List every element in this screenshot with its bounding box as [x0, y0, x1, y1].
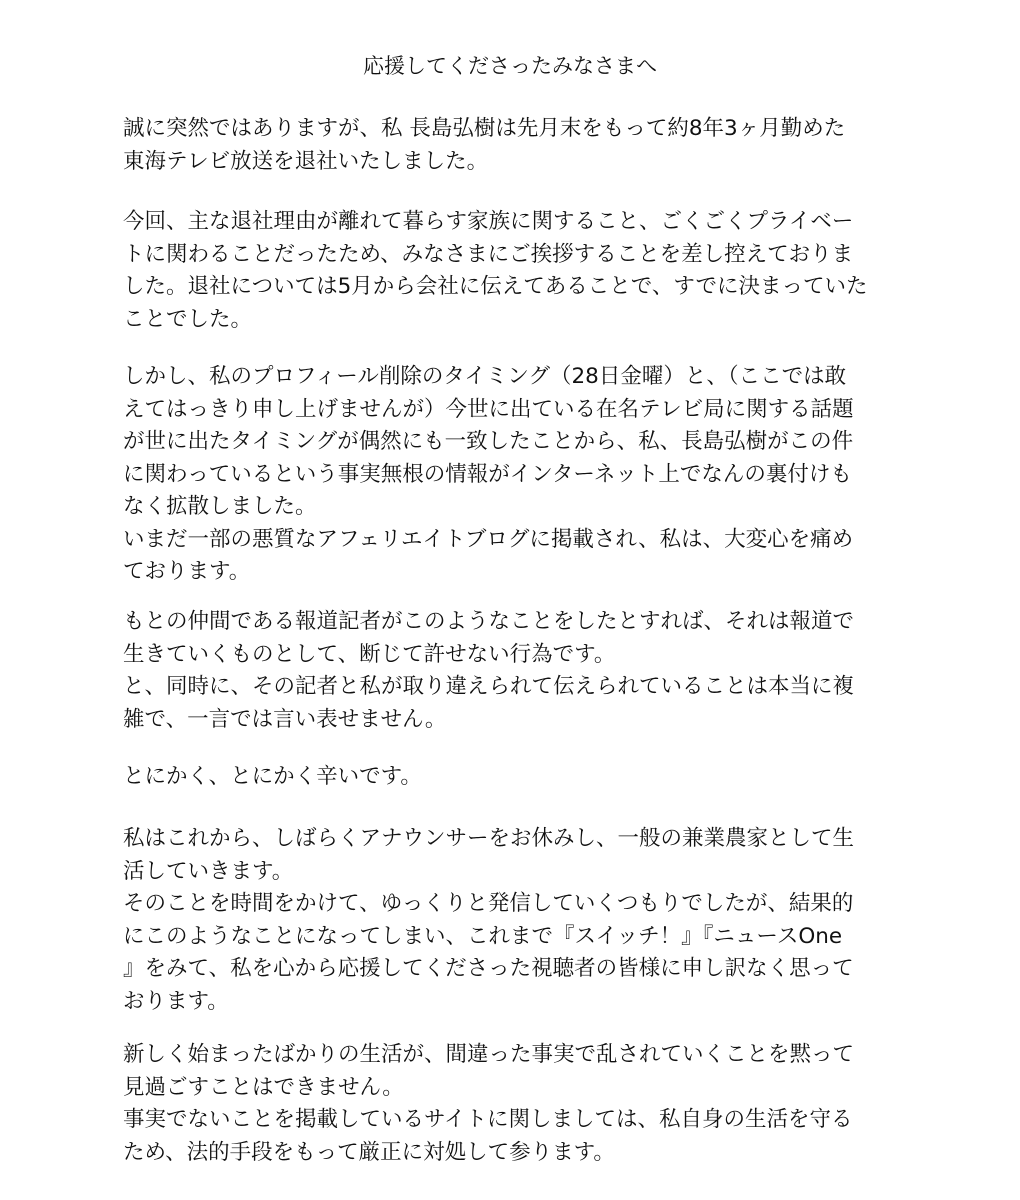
text-line: とにかく、とにかく辛いです。: [123, 764, 422, 789]
text-line: ことでした。: [123, 306, 253, 332]
text-line: が世に出たタイミングが偶然にも一致したことから、私、長島弘樹がこの件: [123, 429, 854, 454]
text-line: 今回、主な退社理由が離れて暮らす家族に関すること、ごくごくプライベー: [123, 209, 854, 234]
text-line: 雑で、一言では言い表せません。: [123, 706, 447, 732]
text-line: 私はこれから、しばらくアナウンサーをお休みし、一般の兼業農家として生: [123, 826, 855, 851]
text-line: にこのようなことになってしまい、これまで『スイッチ！』『ニュースOne: [123, 923, 843, 949]
text-line: トに関わることだったため、みなさまにご挨拶することを差し控えておりま: [123, 241, 854, 267]
text-line: そのことを時間をかけて、ゆっくりと発信していくつもりでしたが、結果的: [123, 891, 854, 916]
text-line: ております。: [123, 559, 251, 584]
paragraph: [123, 606, 903, 736]
text-line: もとの仲間である報道記者がこのようなことをしたとすれば、それは報道で: [123, 609, 855, 634]
text-line: ため、法的手段をもって厳正に対処して参ります。: [123, 1139, 615, 1165]
text-line: おります。: [123, 988, 229, 1014]
text-line: と、同時に、その記者と私が取り違えられて伝えられていることは本当に複: [123, 674, 855, 699]
text-line: 』をみて、私を心から応援してくださった視聴者の皆様に申し訳なく思って: [123, 956, 854, 981]
text-line: 見過ごすことはできません。: [123, 1074, 404, 1100]
paragraph: [123, 361, 903, 589]
text-line: なく拡散しました。: [123, 494, 317, 519]
text-line: 新しく始まったばかりの生活が、間違った事実で乱されていくことを黙って: [123, 1042, 855, 1067]
paragraph: [123, 761, 903, 794]
text-line: 生きていくものとして、断じて許せない行為です。: [123, 641, 616, 667]
paragraph: [123, 206, 903, 336]
text-line: いまだ一部の悪質なアフェリエイトブログに掲載され、私は、大変心を痛め: [123, 526, 854, 552]
text-line: 東海テレビ放送を退社いたしました。: [123, 148, 489, 174]
text-line: 事実でないことを掲載しているサイトに関しましては、私自身の生活を守る: [123, 1107, 853, 1132]
paragraph: [123, 1039, 903, 1169]
text-line: しかし、私のプロフィール削除のタイミング（28日金曜）と、（ここでは敢: [123, 364, 847, 389]
text-line: 誠に突然ではありますが、私 長島弘樹は先月末をもって約8年3ヶ月勤めた: [123, 116, 846, 141]
paragraph: [123, 113, 903, 178]
text-line: えてはっきり申し上げませんが）今世に出ている在名テレビ局に関する話題: [123, 396, 854, 422]
document-title: 応援してくださったみなさまへ: [363, 54, 657, 78]
text-line: に関わっているという事実無根の情報がインターネット上でなんの裏付けも: [123, 461, 852, 487]
text-line: した。退社については5月から会社に伝えてあることで、すでに決まっていた: [123, 274, 868, 299]
paragraph: [123, 823, 903, 1018]
text-line: 活していきます。: [123, 858, 294, 884]
